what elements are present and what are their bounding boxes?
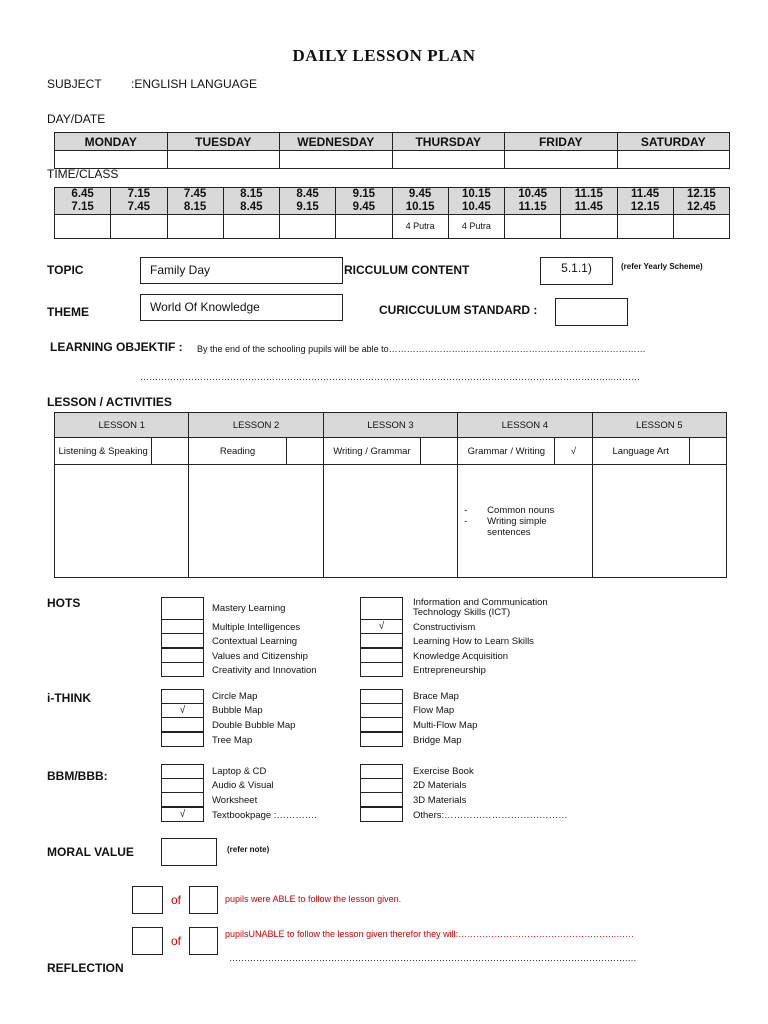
hots-option: Information and Communication Technology Skills (ICT): [413, 597, 548, 618]
hots-checkbox[interactable]: [161, 619, 204, 634]
lesson-activities-table: [54, 412, 727, 578]
unable-count-input[interactable]: [132, 927, 163, 955]
skill-label: Listening & Speaking: [55, 438, 152, 465]
time-slot: 8.45 9.15: [280, 188, 336, 215]
moral-value-input[interactable]: [161, 838, 217, 866]
hots-checkbox[interactable]: [360, 633, 403, 648]
hots-label: HOTS: [47, 596, 81, 610]
of-label: of: [171, 934, 182, 948]
topic-label: TOPIC: [47, 263, 84, 277]
date-cell[interactable]: [55, 151, 168, 169]
date-cell[interactable]: [617, 151, 730, 169]
day-header: THURSDAY: [392, 133, 505, 151]
lesson-header: LESSON 2: [189, 413, 323, 438]
bbm-checkbox[interactable]: [360, 764, 403, 779]
learning-objective-text[interactable]: By the end of the schooling pupils will be able to……………………..……………………………………………………: [197, 344, 646, 354]
date-cell[interactable]: [505, 151, 618, 169]
lesson-5-content[interactable]: [592, 465, 726, 578]
page-title: DAILY LESSON PLAN: [292, 46, 476, 65]
lesson-2-content[interactable]: [189, 465, 323, 578]
ithink-option: Tree Map: [212, 735, 253, 746]
reflection-label: REFLECTION: [47, 961, 124, 975]
day-date-table: [54, 132, 730, 169]
learning-objective-line[interactable]: …………………………………………………………………………………………………………………………………………..………: [140, 372, 641, 382]
class-cell[interactable]: 4 Putra: [392, 215, 448, 239]
bbm-option: Worksheet: [212, 795, 258, 806]
hots-option: Constructivism: [413, 622, 476, 633]
lesson-header: LESSON 1: [55, 413, 189, 438]
able-count-input[interactable]: [132, 886, 163, 914]
bbm-option: Others:…………………………………: [413, 810, 568, 821]
lesson-header: LESSON 5: [592, 413, 726, 438]
bbm-checkbox[interactable]: [161, 778, 204, 793]
unable-total-input[interactable]: [189, 927, 218, 955]
ithink-checkbox[interactable]: [161, 717, 204, 732]
hots-option: Learning How to Learn Skills: [413, 636, 534, 647]
able-text: pupils were ABLE to follow the lesson given.: [225, 894, 402, 904]
time-slot: 11.15 11.45: [561, 188, 617, 215]
ithink-option: Brace Map: [413, 691, 459, 702]
class-cell[interactable]: [561, 215, 617, 239]
bbm-label: BBM/BBB:: [47, 769, 108, 783]
hots-option: Multiple Intelligences: [212, 622, 301, 633]
hots-option: Values and Citizenship: [212, 651, 308, 662]
ithink-checkbox[interactable]: [360, 717, 403, 732]
hots-option: Creativity and Innovation: [212, 665, 317, 676]
class-cell[interactable]: [673, 215, 729, 239]
bbm-option: Audio & Visual: [212, 780, 274, 791]
bbm-option: 3D Materials: [413, 795, 467, 806]
ithink-option: Flow Map: [413, 705, 455, 716]
skill-label: Reading: [189, 438, 286, 465]
skill-checkbox[interactable]: [152, 438, 189, 465]
list-item: - Common nouns: [464, 505, 555, 516]
lessons-label: LESSON / ACTIVITIES: [47, 395, 172, 409]
ithink-checkbox[interactable]: [360, 689, 403, 704]
hots-checkbox[interactable]: [161, 597, 204, 620]
bbm-checkbox[interactable]: [360, 778, 403, 793]
time-slot: 11.45 12.15: [617, 188, 673, 215]
bbm-checkbox[interactable]: [360, 807, 403, 822]
class-cell[interactable]: [336, 215, 392, 239]
skill-label: Writing / Grammar: [323, 438, 420, 465]
class-cell[interactable]: [280, 215, 336, 239]
ithink-label: i-THINK: [47, 691, 91, 705]
skill-checkbox[interactable]: √: [555, 438, 592, 465]
hots-option: Knowledge Acquisition: [413, 651, 509, 662]
moral-value-note: (refer note): [227, 845, 270, 854]
time-slot: 9.15 9.45: [336, 188, 392, 215]
bbm-option: 2D Materials: [413, 780, 467, 791]
lesson-3-content[interactable]: [323, 465, 457, 578]
class-cell[interactable]: 4 Putra: [448, 215, 504, 239]
learning-objective-label: LEARNING OBJEKTIF :: [50, 340, 183, 354]
time-slot: 7.15 7.45: [111, 188, 167, 215]
date-cell[interactable]: [280, 151, 393, 169]
hots-checkbox[interactable]: [161, 662, 204, 677]
skill-checkbox[interactable]: [286, 438, 323, 465]
day-header: WEDNESDAY: [280, 133, 393, 151]
bbm-option: Laptop & CD: [212, 766, 267, 777]
ithink-checkbox[interactable]: [360, 703, 403, 718]
moral-value-label: MORAL VALUE: [47, 845, 134, 859]
ithink-checkbox[interactable]: [161, 689, 204, 704]
hots-checkbox[interactable]: [360, 597, 403, 620]
date-cell[interactable]: [167, 151, 280, 169]
time-slot: 7.45 8.15: [167, 188, 223, 215]
day-header: SATURDAY: [617, 133, 730, 151]
skill-label: Language Art: [592, 438, 689, 465]
class-cell[interactable]: [55, 215, 111, 239]
bbm-option: Exercise Book: [413, 766, 474, 777]
time-class-table: [54, 187, 730, 239]
ithink-option: Circle Map: [212, 691, 258, 702]
reflection-line[interactable]: …………………………………………………………………………………………………………………….…: [229, 953, 637, 963]
hots-option: Contextual Learning: [212, 636, 298, 647]
theme-label: THEME: [47, 305, 89, 319]
subject-value: :ENGLISH LANGUAGE: [131, 77, 258, 91]
bbm-checkbox[interactable]: √: [161, 807, 204, 822]
class-cell[interactable]: [167, 215, 223, 239]
hots-checkbox[interactable]: [360, 662, 403, 677]
class-cell[interactable]: [223, 215, 279, 239]
curriculum-content-label: RICCULUM CONTENT: [344, 263, 470, 277]
hots-checkbox[interactable]: √: [360, 619, 403, 634]
time-slot: 12.15 12.45: [673, 188, 729, 215]
lesson-1-content[interactable]: [55, 465, 189, 578]
lesson-header: LESSON 3: [323, 413, 457, 438]
hots-checkbox[interactable]: [161, 648, 204, 663]
hots-checkbox[interactable]: [360, 648, 403, 663]
class-cell[interactable]: [617, 215, 673, 239]
skill-checkbox[interactable]: [421, 438, 458, 465]
ithink-checkbox[interactable]: √: [161, 703, 204, 718]
time-slot: 10.45 11.15: [505, 188, 561, 215]
time-slot: 10.15 10.45: [448, 188, 504, 215]
bbm-option: Textbookpage :………….: [212, 810, 318, 821]
lesson-header: LESSON 4: [458, 413, 592, 438]
of-label: of: [171, 893, 182, 907]
day-header: TUESDAY: [167, 133, 280, 151]
time-slot: 6.45 7.15: [55, 188, 111, 215]
ithink-option: Bubble Map: [212, 705, 263, 716]
ithink-checkbox[interactable]: [161, 732, 204, 747]
bbm-checkbox[interactable]: [161, 764, 204, 779]
bbm-checkbox[interactable]: [161, 792, 204, 807]
class-cell[interactable]: [111, 215, 167, 239]
ithink-option: Double Bubble Map: [212, 720, 296, 731]
hots-checkbox[interactable]: [161, 633, 204, 648]
date-cell[interactable]: [392, 151, 505, 169]
ithink-option: Multi-Flow Map: [413, 720, 478, 731]
ithink-checkbox[interactable]: [360, 732, 403, 747]
unable-text[interactable]: pupilsUNABLE to follow the lesson given therefor they will:……………………………………………..……: [225, 929, 635, 939]
timeclass-label: TIME/CLASS: [47, 167, 119, 181]
class-cell[interactable]: [505, 215, 561, 239]
bbm-checkbox[interactable]: [360, 792, 403, 807]
curriculum-standard-input[interactable]: [555, 298, 628, 326]
lesson-4-content[interactable]: [458, 465, 592, 578]
curriculum-content-input[interactable]: 5.1.1): [540, 257, 613, 285]
day-header: MONDAY: [55, 133, 168, 151]
day-header: FRIDAY: [505, 133, 618, 151]
theme-input[interactable]: World Of Knowledge: [140, 294, 343, 321]
hots-option: Entrepreneurship: [413, 665, 486, 676]
topic-input[interactable]: Family Day: [140, 257, 343, 284]
daydate-label: DAY/DATE: [47, 112, 106, 126]
curriculum-content-note: (refer Yearly Scheme): [621, 262, 703, 271]
time-slot: 8.15 8.45: [223, 188, 279, 215]
curriculum-standard-label: CURICCULUM STANDARD :: [379, 303, 538, 317]
hots-option: Mastery Learning: [212, 603, 286, 614]
list-item: - Writing simple sentences: [464, 516, 547, 538]
time-slot: 9.45 10.15: [392, 188, 448, 215]
skill-label: Grammar / Writing: [458, 438, 555, 465]
subject-label: SUBJECT: [47, 77, 102, 91]
ithink-option: Bridge Map: [413, 735, 462, 746]
skill-checkbox[interactable]: [689, 438, 726, 465]
able-total-input[interactable]: [189, 886, 218, 914]
